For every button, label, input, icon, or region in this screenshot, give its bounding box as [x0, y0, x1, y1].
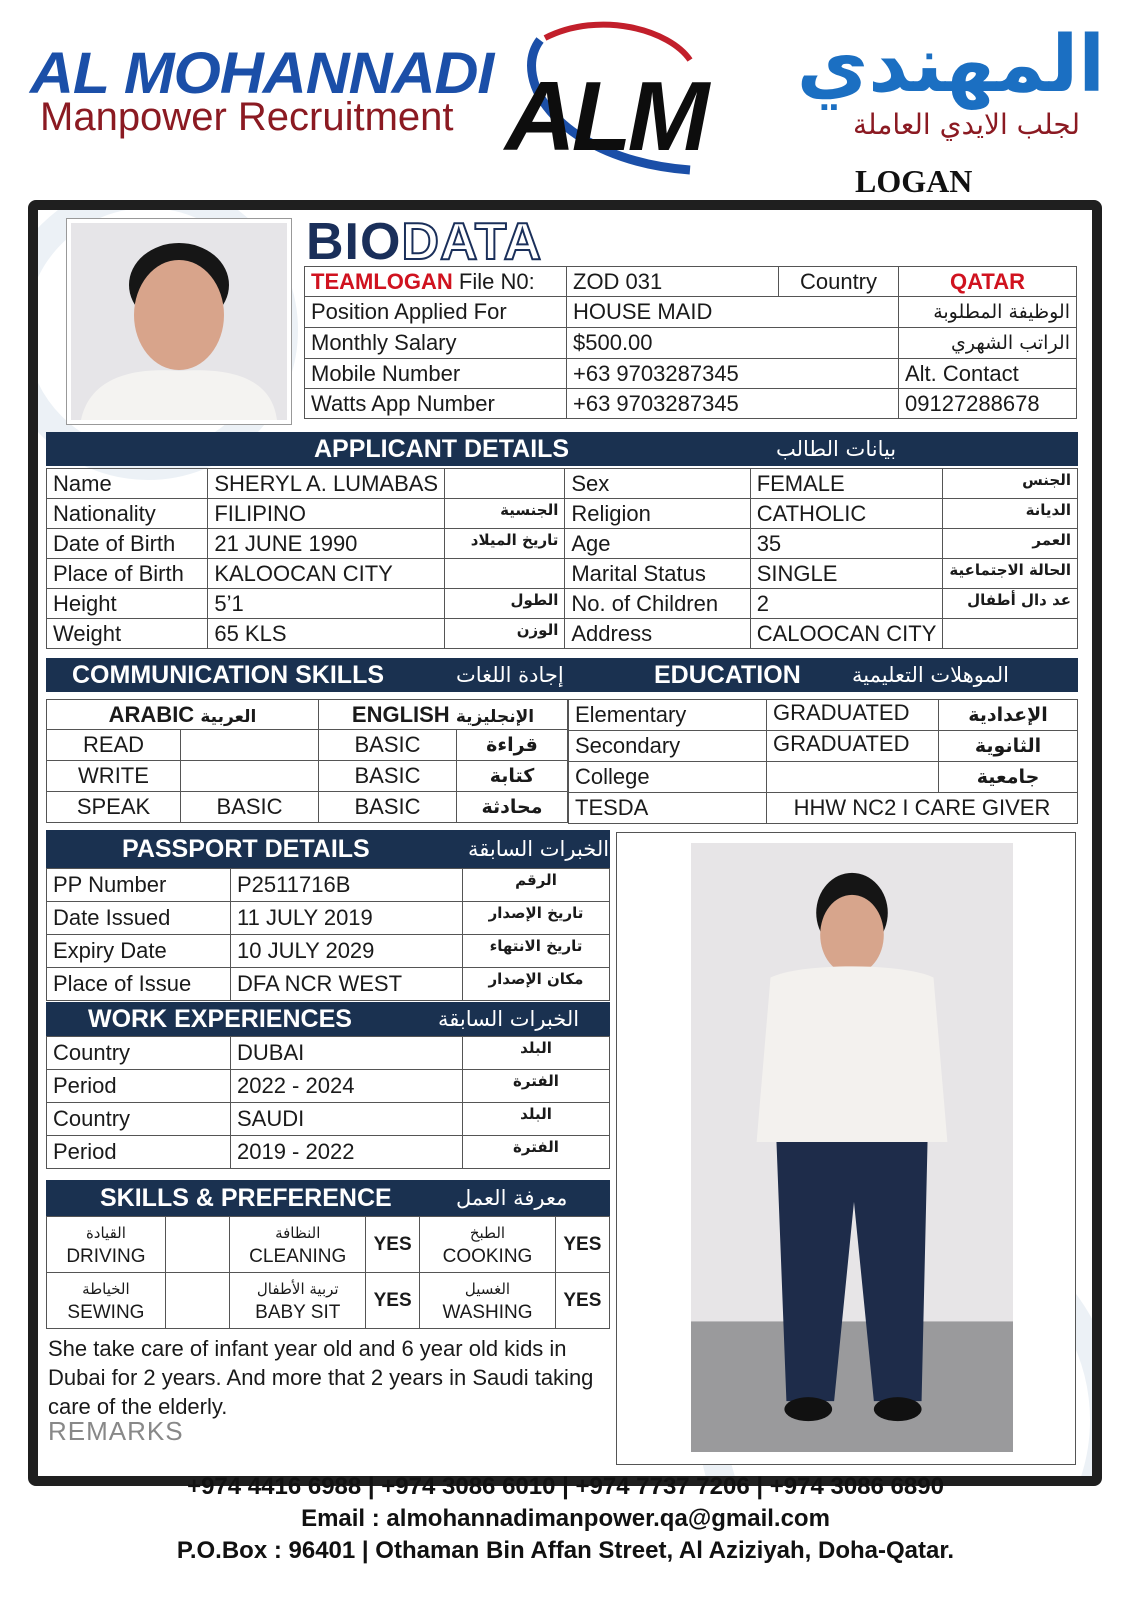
skill-value: YES: [555, 1273, 609, 1329]
field-value: 10 JULY 2029: [231, 935, 463, 968]
passport-details-header: PASSPORT DETAILS الخبرات السابقة: [46, 830, 610, 868]
field-value: 2022 - 2024: [231, 1070, 463, 1103]
applicant-row: [47, 589, 1078, 619]
skills-row: [47, 1273, 610, 1329]
alm-logo-text: ALM: [505, 61, 706, 171]
field-value: 2: [750, 589, 943, 619]
portrait-figure: [71, 223, 287, 420]
field-label: Height: [47, 589, 208, 619]
english-header: ENGLISH الإنجليزية: [319, 700, 568, 730]
communication-table: [46, 699, 568, 823]
english-level: BASIC: [319, 730, 457, 761]
field-label: Weight: [47, 619, 208, 649]
applicant-details-header: APPLICANT DETAILS بيانات الطالب: [46, 432, 1078, 466]
info-extra: 09127288678: [899, 389, 1077, 419]
field-label: Place of Birth: [47, 559, 208, 589]
skill-value: YES: [366, 1217, 420, 1273]
field-label: Date of Birth: [47, 529, 208, 559]
education-row: [569, 793, 1078, 824]
arabic-level: [181, 761, 319, 792]
communication-education-header: [46, 658, 1078, 692]
applicant-row: [47, 499, 1078, 529]
work-experience-row: [47, 1136, 610, 1169]
skills-row: [47, 1217, 610, 1273]
field-label-ar: الفترة: [463, 1136, 610, 1169]
field-label: Age: [565, 529, 750, 559]
field-label-ar: الجنس: [943, 469, 1078, 499]
skill-name-ar: قراءة: [457, 730, 568, 761]
field-label: Date Issued: [47, 902, 231, 935]
skill-value: YES: [366, 1273, 420, 1329]
skill-name: [420, 1273, 556, 1329]
skill-name-ar: الغسيل: [464, 1279, 511, 1298]
company-subtitle-en: Manpower Recruitment: [40, 95, 454, 139]
arabic-level: [181, 730, 319, 761]
field-label-ar: الرقم: [463, 869, 610, 902]
skill-name-en: COOKING: [442, 1245, 533, 1267]
field-value: FILIPINO: [208, 499, 445, 529]
field-label-ar: مكان الإصدار: [463, 968, 610, 1001]
applicant-row: [47, 529, 1078, 559]
work-table: [46, 1036, 610, 1169]
skill-name-en: WASHING: [442, 1301, 533, 1323]
field-label-ar: عد دال أطفال: [943, 589, 1078, 619]
communication-title: COMMUNICATION SKILLS: [72, 661, 385, 689]
education-row: [569, 700, 1078, 731]
footer-address: P.O.Box : 96401 | Othaman Bin Affan Street, Al Aziziyah, Doha-Qatar.: [176, 1537, 955, 1564]
field-value: 35: [750, 529, 943, 559]
passport-row: [47, 869, 610, 902]
agency-name: LOGAN: [855, 163, 973, 199]
field-label: Period: [47, 1136, 231, 1169]
education-level-ar: الثانوية: [939, 731, 1078, 762]
footer-phones: +974 4416 6988 | +974 3086 6010 | +974 7737 7206 | +974 3086 6890: [187, 1473, 944, 1500]
field-label-ar: [445, 469, 565, 499]
field-label-ar: تاريخ الانتهاء: [463, 935, 610, 968]
country-value: QATAR: [899, 267, 1077, 297]
remarks-text: She take care of infant year old and 6 year old kids in Dubai for 2 years. And more that 2 years in Saudi taking care of the elderly.: [48, 1336, 594, 1419]
education-level-ar: جامعية: [939, 762, 1078, 793]
field-label-ar: تاريخ الميلاد: [445, 529, 565, 559]
file-label-cell: TEAMLOGAN File N0:: [305, 267, 567, 297]
info-label: Monthly Salary: [305, 328, 567, 359]
skill-name-en: SEWING: [67, 1301, 145, 1323]
skill-name: [47, 1273, 166, 1329]
education-status: GRADUATED: [767, 731, 939, 762]
field-value: KALOOCAN CITY: [208, 559, 445, 589]
skill-name-ar: الطبخ: [469, 1223, 506, 1242]
field-value: 65 KLS: [208, 619, 445, 649]
skill-value: [165, 1217, 230, 1273]
field-value: SINGLE: [750, 559, 943, 589]
field-label-ar: البلد: [463, 1103, 610, 1136]
field-label: Sex: [565, 469, 750, 499]
skill-name: [230, 1273, 366, 1329]
info-label: Position Applied For: [305, 297, 567, 328]
field-value: P2511716B: [231, 869, 463, 902]
education-row: [569, 762, 1078, 793]
applicant-row: [47, 559, 1078, 589]
skill-name: SPEAK: [47, 792, 181, 823]
remarks-label: REMARKS: [48, 1416, 184, 1446]
applicant-details-table: [46, 468, 1078, 649]
field-label: Religion: [565, 499, 750, 529]
field-value: 11 JULY 2019: [231, 902, 463, 935]
skill-name-ar: تربية الأطفال: [256, 1279, 339, 1298]
field-label-ar: الوزن: [445, 619, 565, 649]
file-number: ZOD 031: [567, 267, 779, 297]
arabic-header: ARABIC العربية: [47, 700, 319, 730]
field-label: Name: [47, 469, 208, 499]
skill-name: [230, 1217, 366, 1273]
education-level: Secondary: [569, 731, 767, 762]
field-value: 21 JUNE 1990: [208, 529, 445, 559]
field-label-ar: تاريخ الإصدار: [463, 902, 610, 935]
english-level: BASIC: [319, 761, 457, 792]
passport-row: [47, 902, 610, 935]
work-experiences-header: WORK EXPERIENCES الخبرات السابقة: [46, 1002, 610, 1036]
education-level: Elementary: [569, 700, 767, 731]
education-level-ar: الإعدادية: [939, 700, 1078, 731]
field-label: Country: [47, 1103, 231, 1136]
education-status: GRADUATED: [767, 700, 939, 731]
full-photo-figure: [691, 843, 1013, 1452]
education-level: TESDA: [569, 793, 767, 824]
field-value: SHERYL A. LUMABAS: [208, 469, 445, 499]
education-title: EDUCATION: [654, 661, 801, 689]
field-label-ar: الطول: [445, 589, 565, 619]
skills-table: [46, 1216, 610, 1329]
applicant-full-photo: [616, 832, 1076, 1465]
field-value: 2019 - 2022: [231, 1136, 463, 1169]
field-value: 5’1: [208, 589, 445, 619]
skill-name-en: DRIVING: [66, 1245, 146, 1267]
skill-name: WRITE: [47, 761, 181, 792]
field-label-ar: الحالة الاجتماعية: [943, 559, 1078, 589]
skill-name-ar: القيادة: [85, 1223, 126, 1242]
field-label: Nationality: [47, 499, 208, 529]
info-label: Mobile Number: [305, 359, 567, 389]
language-skill-row: [47, 761, 568, 792]
work-experience-row: [47, 1037, 610, 1070]
company-name-en: AL MOHANNADI: [30, 41, 494, 106]
language-skill-row: [47, 792, 568, 823]
skill-name: READ: [47, 730, 181, 761]
biodata-title: BIODATA: [306, 213, 543, 271]
field-value: CALOOCAN CITY: [750, 619, 943, 649]
field-label: Period: [47, 1070, 231, 1103]
skill-value: [165, 1273, 230, 1329]
field-value: CATHOLIC: [750, 499, 943, 529]
footer-email: Email : almohannadimanpower.qa@gmail.com: [301, 1505, 830, 1532]
file-info-table: [304, 266, 1077, 419]
field-label: Country: [47, 1037, 231, 1070]
skill-value: YES: [555, 1217, 609, 1273]
company-name-ar: المهندي: [796, 20, 1105, 110]
field-label: PP Number: [47, 869, 231, 902]
info-value: +63 9703287345: [567, 389, 899, 419]
applicant-row: [47, 469, 1078, 499]
info-value: $500.00: [567, 328, 899, 359]
work-experience-row: [47, 1103, 610, 1136]
arabic-level: BASIC: [181, 792, 319, 823]
country-label: Country: [779, 267, 899, 297]
passport-table: [46, 868, 610, 1001]
field-value: FEMALE: [750, 469, 943, 499]
info-label: Watts App Number: [305, 389, 567, 419]
education-level: College: [569, 762, 767, 793]
education-status: HHW NC2 I CARE GIVER: [767, 793, 1078, 824]
info-value: +63 9703287345: [567, 359, 899, 389]
passport-row: [47, 935, 610, 968]
education-title-ar: الموهلات التعليمية: [852, 663, 1009, 687]
skill-name: [47, 1217, 166, 1273]
field-label: Place of Issue: [47, 968, 231, 1001]
applicant-portrait: [66, 218, 292, 425]
english-level: BASIC: [319, 792, 457, 823]
skills-preference-header: SKILLS & PREFERENCE معرفة العمل: [46, 1180, 610, 1216]
applicant-row: [47, 619, 1078, 649]
field-label-ar: الديانة: [943, 499, 1078, 529]
field-label-ar: العمر: [943, 529, 1078, 559]
skill-name-ar: كتابة: [457, 761, 568, 792]
info-value: HOUSE MAID: [567, 297, 899, 328]
skill-name-en: CLEANING: [249, 1245, 347, 1267]
skill-name-ar: محادثة: [457, 792, 568, 823]
field-label-ar: [445, 559, 565, 589]
field-label-ar: الجنسية: [445, 499, 565, 529]
field-label-ar: الفترة: [463, 1070, 610, 1103]
field-label-ar: [943, 619, 1078, 649]
education-table: [568, 699, 1078, 824]
field-label: Expiry Date: [47, 935, 231, 968]
skill-name-ar: الخياطة: [82, 1279, 130, 1298]
skill-name-en: BABY SIT: [255, 1301, 341, 1323]
skill-name: [420, 1217, 556, 1273]
field-value: SAUDI: [231, 1103, 463, 1136]
field-value: DFA NCR WEST: [231, 968, 463, 1001]
field-label-ar: البلد: [463, 1037, 610, 1070]
info-extra: الراتب الشهري: [899, 328, 1077, 359]
education-row: [569, 731, 1078, 762]
field-label: No. of Children: [565, 589, 750, 619]
field-label: Marital Status: [565, 559, 750, 589]
field-label: Address: [565, 619, 750, 649]
education-status: [767, 762, 939, 793]
skill-name-ar: النظافة: [275, 1223, 321, 1242]
work-experience-row: [47, 1070, 610, 1103]
biodata-frame: [28, 200, 1102, 1486]
company-subtitle-ar: لجلب الايدي العاملة: [853, 108, 1080, 141]
language-skill-row: [47, 730, 568, 761]
passport-row: [47, 968, 610, 1001]
info-extra: Alt. Contact: [899, 359, 1077, 389]
field-value: DUBAI: [231, 1037, 463, 1070]
communication-title-ar: إجادة اللغات: [456, 663, 564, 687]
info-extra: الوظيفة المطلوبة: [899, 297, 1077, 328]
